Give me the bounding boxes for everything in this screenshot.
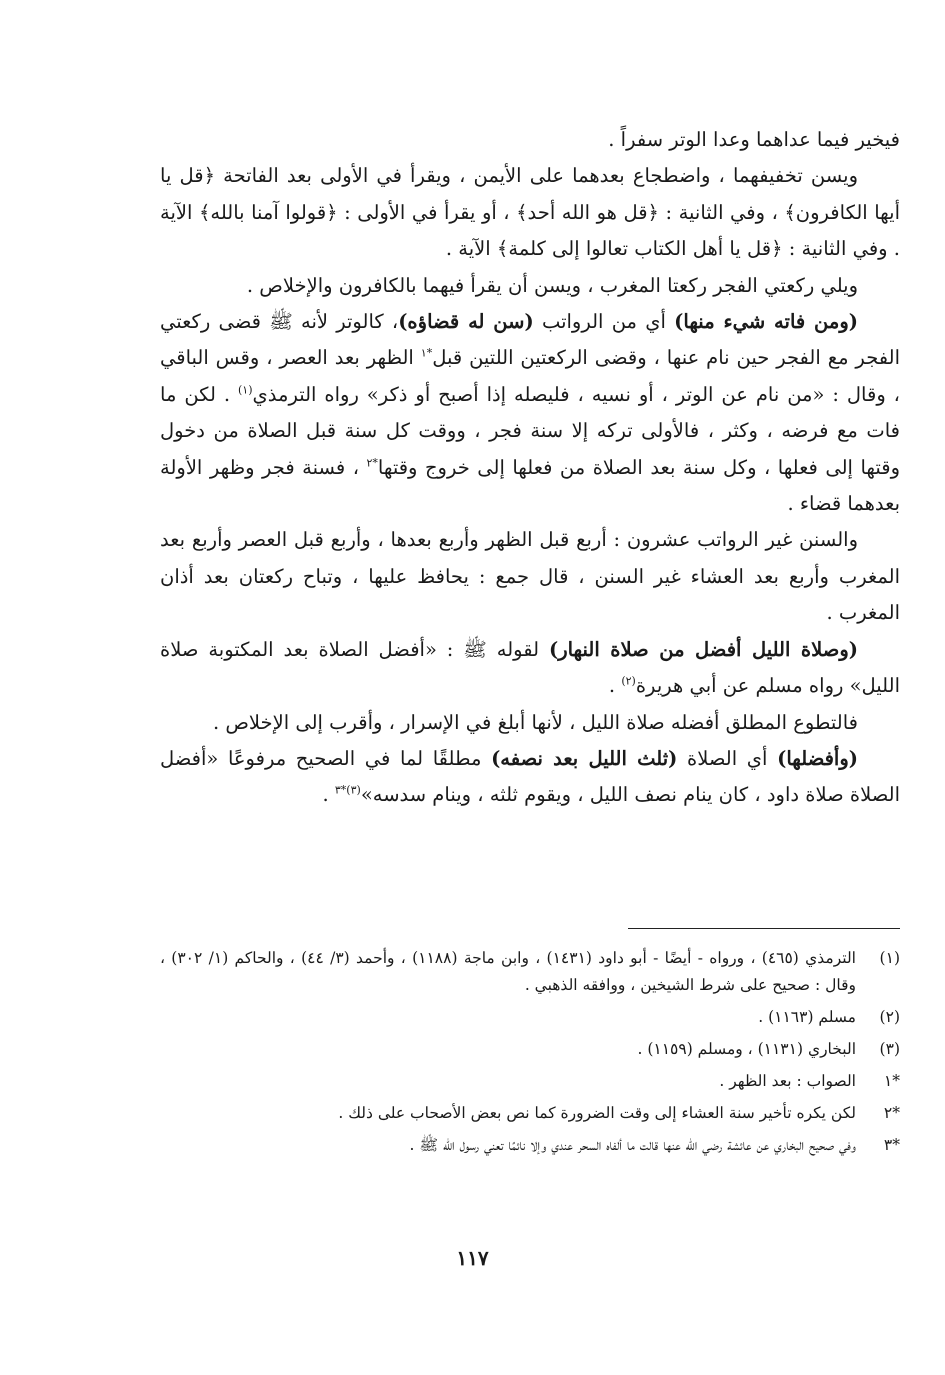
footnote-text: مسلم (١١٦٣) . — [758, 1008, 856, 1026]
footnote-mark: (٣) — [879, 1040, 900, 1058]
footnote-text: الترمذي (٤٦٥) ، ورواه - أيضًا - أبو داود (١٤٣١) ، وابن ماجة (١١٨٨) ، وأحمد (٣/ ٤٤) ، والحاكم (١/ ٣٠٢) ، وقال : صحيح على شرط الشيخين ، ووافقه الذهبي . — [160, 949, 856, 994]
text-run: لقوله ﷺ : «أفضل الصلاة بعد المكتوبة صلاة الليل» رواه مسلم عن أبي هريرة — [160, 637, 900, 698]
paragraph-7: فالتطوع المطلق أفضله صلاة الليل ، لأنها أبلغ في الإسرار ، وأقرب إلى الإخلاص . — [212, 710, 858, 734]
footnote-mark: *٣ — [883, 1136, 900, 1154]
text-run: أي من الرواتب — [533, 310, 675, 334]
text-run: أي الصلاة — [677, 746, 778, 770]
bold-phrase: (سن له قضاؤه) — [398, 310, 534, 334]
footnote-text: الصواب : بعد الظهر . — [719, 1072, 856, 1090]
bold-phrase: (وصلاة الليل أفضل من صلاة النهار) — [548, 637, 858, 661]
footnote-text: لكن يكره تأخير سنة العشاء إلى وقت الضرورة كما نص بعض الأصحاب على ذلك . — [338, 1104, 856, 1122]
footnote-mark: *٢ — [883, 1104, 900, 1122]
paragraph-3: ويلي ركعتي الفجر ركعتا المغرب ، ويسن أن يقرأ فيهما بالكافرون والإخلاص . — [246, 273, 858, 297]
footnote-item — [160, 1068, 900, 1095]
page-number: ١١٧ — [456, 1246, 489, 1270]
footnote-item — [160, 1036, 900, 1063]
footnote-ref: (٢) — [621, 674, 636, 688]
footnote-ref: (١) — [237, 383, 253, 397]
footnote-mark: (١) — [879, 949, 900, 967]
footnote-text: البخاري (١١٣١) ، ومسلم (١١٥٩) . — [637, 1040, 856, 1058]
footnote-divider — [628, 928, 900, 929]
footnote-ref: (٣)*٣ — [334, 783, 361, 797]
bold-phrase: (ثلث الليل بعد نصفه) — [491, 746, 678, 770]
footnote-mark: (٢) — [879, 1008, 900, 1026]
paragraph-8 — [160, 741, 900, 814]
text-run: الظهر بعد العصر ، وقس الباقي ، وقال : «من نام عن الوتر ، أو نسيه ، فليصله إذا أصبح أو ذكر» رواه الترمذي — [160, 346, 900, 406]
footnote-item — [160, 1100, 900, 1127]
footnote-mark: *١ — [883, 1072, 900, 1090]
footnote-item — [160, 1132, 900, 1159]
paragraph-2: ويسن تخفيفهما ، واضطجاع بعدهما على الأيمن ، ويقرأ في الأولى بعد الفاتحة ﴿قل يا أيها الكافرون﴾ ، وفي الثانية : ﴿قل هو الله أحد﴾ ، أو يقرأ في الأولى : ﴿قولوا آمنا بالله﴾ الآية . وفي الثانية : ﴿قل يا أهل الكتاب تعالوا إلى كلمة﴾ الآية . — [160, 164, 900, 261]
paragraph-4 — [160, 304, 900, 522]
footnote-item — [160, 1004, 900, 1031]
footnote-item — [160, 945, 900, 999]
text-run: ، فسنة فجر وظهر الأولة بعدهما قضاء . — [160, 455, 900, 516]
footnote-ref: *٢ — [366, 456, 378, 470]
bold-phrase: (وأفضلها) — [777, 746, 858, 770]
footnote-ref: *١ — [420, 346, 433, 360]
text-run: مطلقًا لما في الصحيح مرفوعًا «أفضل الصلاة صلاة داود ، كان ينام نصف الليل ، ويقوم ثلثه ، وينام سدسه» — [160, 746, 900, 807]
text-run: . — [608, 674, 622, 698]
text-run: . — [322, 783, 335, 807]
main-text — [160, 122, 900, 814]
bold-phrase: (ومن فاته شيء منها) — [674, 310, 858, 334]
footnote-text: وفي صحيح البخاري عن عائشة رضي الله عنها قالت ما ألفاه السحر عندي وإلا نائمًا تعني رسول الله ﷺ . — [409, 1136, 856, 1154]
text-run: . لكن ما فات مع فرضه ، وكثر ، فالأولى تركه إلا سنة فجر ، ووقت كل سنة قبل الصلاة من دخول وقتها إلى فعلها ، وكل سنة بعد الصلاة من فعلها إلى خروج وقتها — [160, 382, 901, 479]
footnotes — [160, 945, 900, 1164]
text-run: ، كالوتر لأنه ﷺ قضى ركعتي الفجر مع الفجر حين نام عنها ، وقضى الركعتين اللتين قبل — [160, 310, 901, 370]
paragraph-5: والسنن غير الرواتب عشرون : أربع قبل الظهر وأربع بعدها ، وأربع قبل العصر وأربع بعد المغرب وأربع بعد العشاء غير السنن ، قال جمع : يحافظ عليها ، وتباح ركعتان بعد أذان المغرب . — [160, 528, 900, 625]
paragraph-6 — [160, 632, 900, 705]
paragraph-1: فيخير فيما عداهما وعدا الوتر سفراً . — [608, 128, 900, 151]
